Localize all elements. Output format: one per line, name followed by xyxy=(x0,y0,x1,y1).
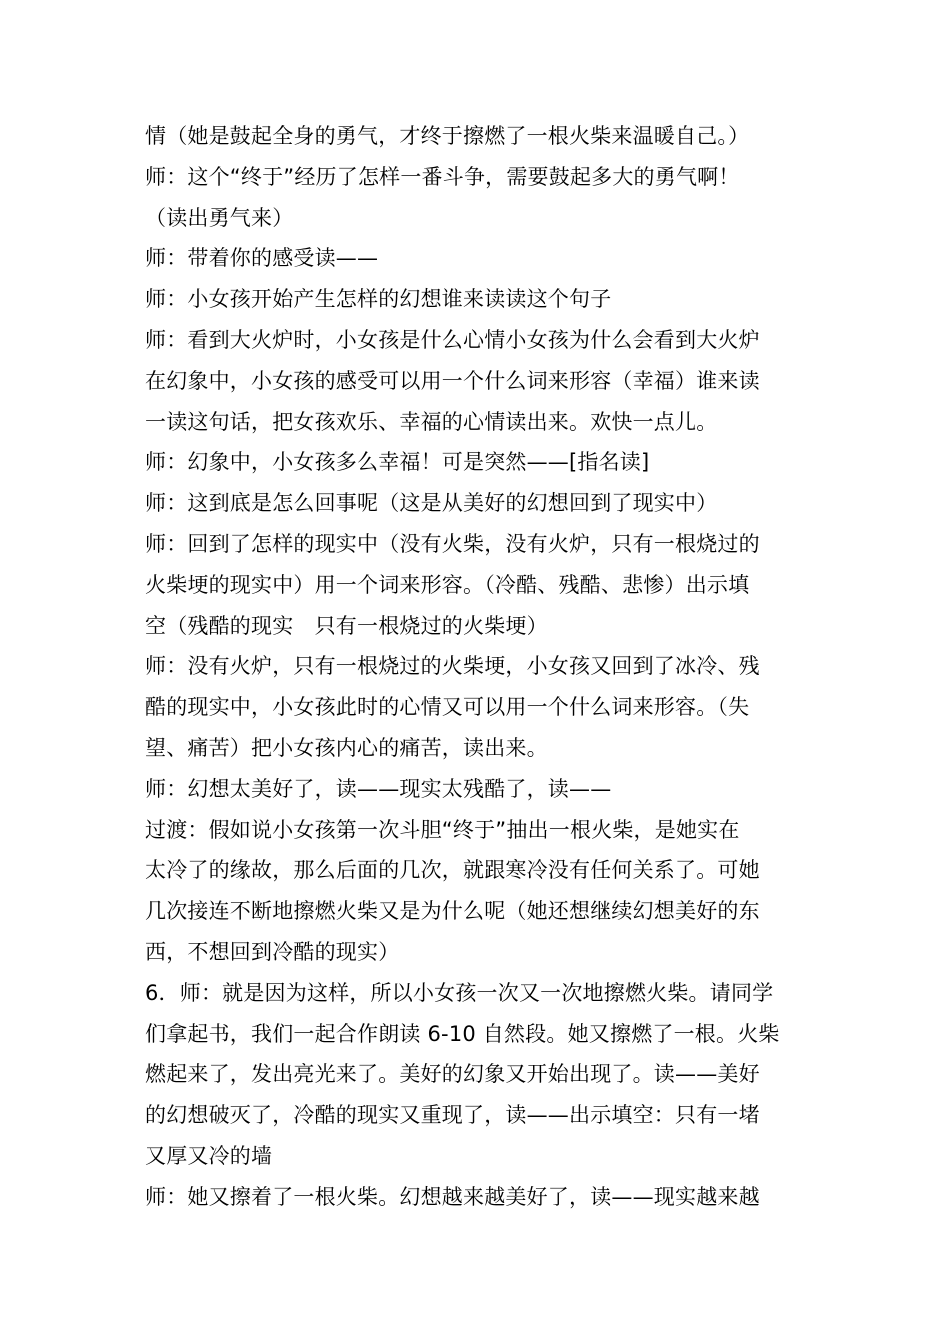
text-line: 师：带着你的感受读—— xyxy=(145,246,379,271)
text-line: 燃起来了，发出亮光来了。美好的幻象又开始出现了。读——美好 xyxy=(145,1062,760,1087)
text-line: 师：看到大火炉时，小女孩是什么心情小女孩为什么会看到大火炉 xyxy=(145,327,760,352)
text-line: 师：小女孩开始产生怎样的幻想谁来读读这个句子 xyxy=(145,287,612,312)
text-line: 情（她是鼓起全身的勇气，才终于擦燃了一根火柴来温暖自己。） xyxy=(145,124,750,148)
text-line: 师：这个“终于”经历了怎样一番斗争，需要鼓起多大的勇气啊！ xyxy=(145,164,740,189)
text-line: 师：没有火炉，只有一根烧过的火柴埂，小女孩又回到了冰冷、残 xyxy=(145,654,760,679)
text-line: 在幻象中，小女孩的感受可以用一个什么词来形容（幸福）谁来读 xyxy=(145,368,760,393)
text-line: 师：这到底是怎么回事呢（这是从美好的幻想回到了现实中） xyxy=(145,491,718,516)
text-line: 空（残酷的现实 只有一根烧过的火柴埂） xyxy=(145,613,548,638)
text-line: 师：她又擦着了一根火柴。幻想越来越美好了，读——现实越来越 xyxy=(145,1184,760,1209)
text-line: 过渡：假如说小女孩第一次斗胆“终于”抽出一根火柴，是她实在 xyxy=(145,817,740,842)
text-line: 酷的现实中，小女孩此时的心情又可以用一个什么词来形容。（失 xyxy=(145,695,750,720)
text-line: 望、痛苦）把小女孩内心的痛苦，读出来。 xyxy=(145,735,548,760)
text-line: 西，不想回到冷酷的现实） xyxy=(145,939,400,964)
text-line: 几次接连不断地擦燃火柴又是为什么呢（她还想继续幻想美好的东 xyxy=(145,899,760,924)
text-line: 一读这句话，把女孩欢乐、幸福的心情读出来。欢快一点儿。 xyxy=(145,409,718,434)
text-line: 太冷了的缘故，那么后面的几次，就跟寒冷没有任何关系了。可她 xyxy=(145,858,760,883)
document-body xyxy=(145,116,815,1218)
text-line: 师：幻象中，小女孩多么幸福！可是突然——[指名读] xyxy=(145,450,650,475)
text-line: 师：回到了怎样的现实中（没有火柴，没有火炉，只有一根烧过的 xyxy=(145,531,760,556)
text-line: 又厚又冷的墙 xyxy=(145,1143,273,1168)
text-line: 6．师：就是因为这样，所以小女孩一次又一次地擦燃火柴。请同学 xyxy=(145,980,774,1005)
text-line: 的幻想破灭了，冷酷的现实又重现了，读——出示填空：只有一堵 xyxy=(145,1103,760,1128)
text-line: 师：幻想太美好了，读——现实太残酷了，读—— xyxy=(145,776,612,801)
text-line: （读出勇气来） xyxy=(145,205,294,230)
text-line: 火柴埂的现实中）用一个词来形容。（冷酷、残酷、悲惨）出示填 xyxy=(145,572,750,597)
text-line: 们拿起书，我们一起合作朗读 6-10 自然段。她又擦燃了一根。火柴 xyxy=(145,1021,780,1046)
